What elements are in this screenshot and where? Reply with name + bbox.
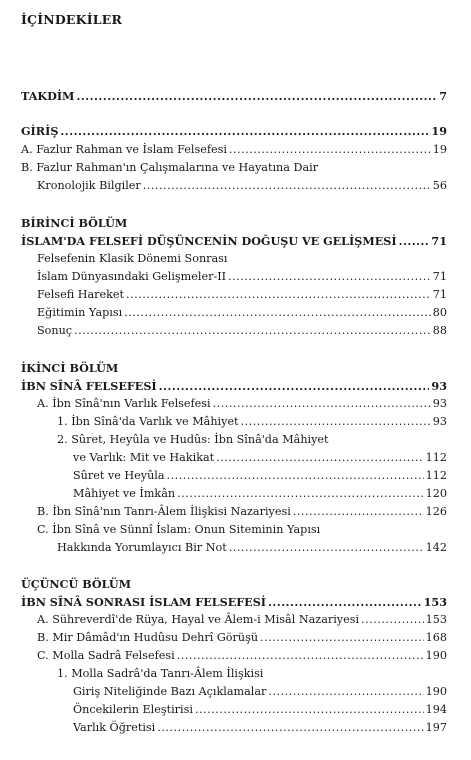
toc-entry-takdim — [21, 89, 447, 103]
toc-page-number: 7 — [439, 89, 447, 103]
leader-dots — [157, 721, 423, 735]
leader-dots — [124, 306, 431, 320]
toc-page-number: 190 — [425, 685, 447, 698]
toc-entry-chapter — [21, 595, 447, 609]
toc-entry — [37, 649, 447, 663]
toc-page-number: 120 — [425, 487, 447, 500]
leader-dots — [268, 685, 423, 699]
toc-entry — [37, 270, 447, 284]
toc-label: İBN SÎNÂ FELSEFESİ — [21, 379, 157, 393]
toc-page-number: 19 — [431, 124, 447, 138]
leader-dots — [177, 487, 424, 501]
toc-page-number: 93 — [432, 397, 447, 410]
leader-dots — [229, 541, 424, 555]
toc-label: İBN SÎNÂ SONRASI İSLAM FELSEFESİ — [21, 595, 267, 609]
toc-page-number: 168 — [425, 631, 447, 644]
toc-page-number: 190 — [425, 649, 447, 662]
toc-entry — [21, 143, 447, 157]
toc-label: TAKDİM — [21, 89, 75, 103]
toc-entry-label: B. Fazlur Rahman'ın Çalışmalarına ve Hayatına Dair — [21, 161, 319, 174]
leader-dots — [74, 324, 431, 338]
toc-page-number: 93 — [431, 379, 447, 393]
toc-entry-label: 1. Molla Sadrâ'da Tanrı-Âlem İlişkisi — [57, 667, 264, 680]
toc-label: A. Fazlur Rahman ve İslam Felsefesi — [21, 143, 227, 156]
leader-dots — [213, 397, 431, 411]
toc-label: Varlık Öğretisi — [73, 721, 156, 734]
toc-entry — [73, 451, 447, 465]
toc-label: ve Varlık: Mit ve Hakikat — [73, 451, 215, 464]
toc-label: Giriş Niteliğinde Bazı Açıklamalar — [73, 685, 267, 698]
toc-label: B. Mir Dâmâd'ın Hudûsu Dehrî Görüşü — [37, 631, 259, 644]
toc-page-number: 153 — [425, 613, 447, 626]
toc-entry — [37, 397, 447, 411]
toc-page-number: 19 — [432, 143, 447, 156]
toc-entry — [37, 613, 447, 627]
page-title: İÇİNDEKİLER — [21, 12, 123, 27]
toc-label: İslam Dünyasındaki Gelişmeler-II — [37, 270, 227, 283]
toc-label: B. İbn Sînâ'nın Tanrı-Âlem İlişkisi Nazariyesi — [37, 505, 291, 518]
toc-entry-chapter — [21, 234, 447, 248]
leader-dots — [293, 505, 424, 519]
toc-label: Kronolojik Bilgiler — [37, 179, 141, 192]
part-heading: ÜÇÜNCÜ BÖLÜM — [21, 577, 132, 591]
toc-entry — [37, 324, 447, 338]
toc-page-number: 112 — [425, 451, 447, 464]
toc-page-number: 112 — [425, 469, 447, 482]
toc-label: Hakkında Yorumlayıcı Bir Not — [57, 541, 227, 554]
toc-entry — [73, 469, 447, 483]
toc-entry-label: Felsefenin Klasik Dönemi Sonrası — [37, 252, 228, 265]
leader-dots — [195, 703, 424, 717]
leader-dots — [76, 89, 437, 103]
toc-label: C. Molla Sadrâ Felsefesi — [37, 649, 175, 662]
toc-entry — [37, 179, 447, 193]
toc-label: GİRİŞ — [21, 124, 59, 138]
toc-page-number: 93 — [432, 415, 447, 428]
toc-entry — [37, 288, 447, 302]
toc-label: A. Sühreverdî'de Rüya, Hayal ve Âlem-i Misâl Nazariyesi — [37, 613, 360, 626]
leader-dots — [126, 288, 431, 302]
toc-entry-label: C. İbn Sînâ ve Sünnî İslam: Onun Siteminin Yapısı — [37, 523, 321, 536]
toc-page-number: 71 — [431, 234, 447, 248]
toc-label: Sûret ve Heyûla — [73, 469, 165, 482]
toc-page-number: 88 — [432, 324, 447, 337]
toc-entry — [37, 505, 447, 519]
leader-dots — [268, 595, 422, 609]
leader-dots — [167, 469, 424, 483]
leader-dots — [241, 415, 431, 429]
toc-page-number: 71 — [432, 288, 447, 301]
toc-entry — [57, 415, 447, 429]
toc-entry — [73, 685, 447, 699]
toc-page-number: 71 — [432, 270, 447, 283]
leader-dots — [60, 124, 429, 138]
leader-dots — [229, 143, 431, 157]
toc-entry — [37, 306, 447, 320]
toc-label: A. İbn Sînâ'nın Varlık Felsefesi — [37, 397, 211, 410]
toc-page-number: 142 — [425, 541, 447, 554]
leader-dots — [399, 234, 430, 248]
toc-page-number: 80 — [432, 306, 447, 319]
toc-entry — [57, 541, 447, 555]
leader-dots — [216, 451, 424, 465]
leader-dots — [260, 631, 424, 645]
toc-entry-label: 2. Sûret, Heyûla ve Hudûs: İbn Sînâ'da Mâhiyet — [57, 433, 329, 446]
toc-entry — [37, 631, 447, 645]
leader-dots — [159, 379, 430, 393]
part-heading: BİRİNCİ BÖLÜM — [21, 216, 128, 230]
toc-page-number: 56 — [432, 179, 447, 192]
leader-dots — [143, 179, 431, 193]
leader-dots — [361, 613, 424, 627]
toc-entry — [73, 487, 447, 501]
toc-label: İSLAM'DA FELSEFİ DÜŞÜNCENİN DOĞUŞU VE GELİŞMESİ — [21, 234, 397, 248]
toc-page-number: 126 — [425, 505, 447, 518]
toc-entry — [73, 703, 447, 717]
toc-label: Eğitimin Yapısı — [37, 306, 123, 319]
toc-label: Öncekilerin Eleştirisi — [73, 703, 193, 716]
toc-label: Felsefi Hareket — [37, 288, 125, 301]
toc-entry — [73, 721, 447, 735]
toc-entry-giris — [21, 124, 447, 138]
toc-label: 1. İbn Sînâ'da Varlık ve Mâhiyet — [57, 415, 239, 428]
toc-label: Sonuç — [37, 324, 73, 337]
toc-page-number: 194 — [425, 703, 447, 716]
leader-dots — [177, 649, 424, 663]
part-heading: İKİNCİ BÖLÜM — [21, 361, 119, 375]
toc-page-number: 197 — [425, 721, 447, 734]
toc-label: Mâhiyet ve İmkân — [73, 487, 176, 500]
leader-dots — [228, 270, 431, 284]
toc-entry-chapter — [21, 379, 447, 393]
toc-page-number: 153 — [423, 595, 447, 609]
